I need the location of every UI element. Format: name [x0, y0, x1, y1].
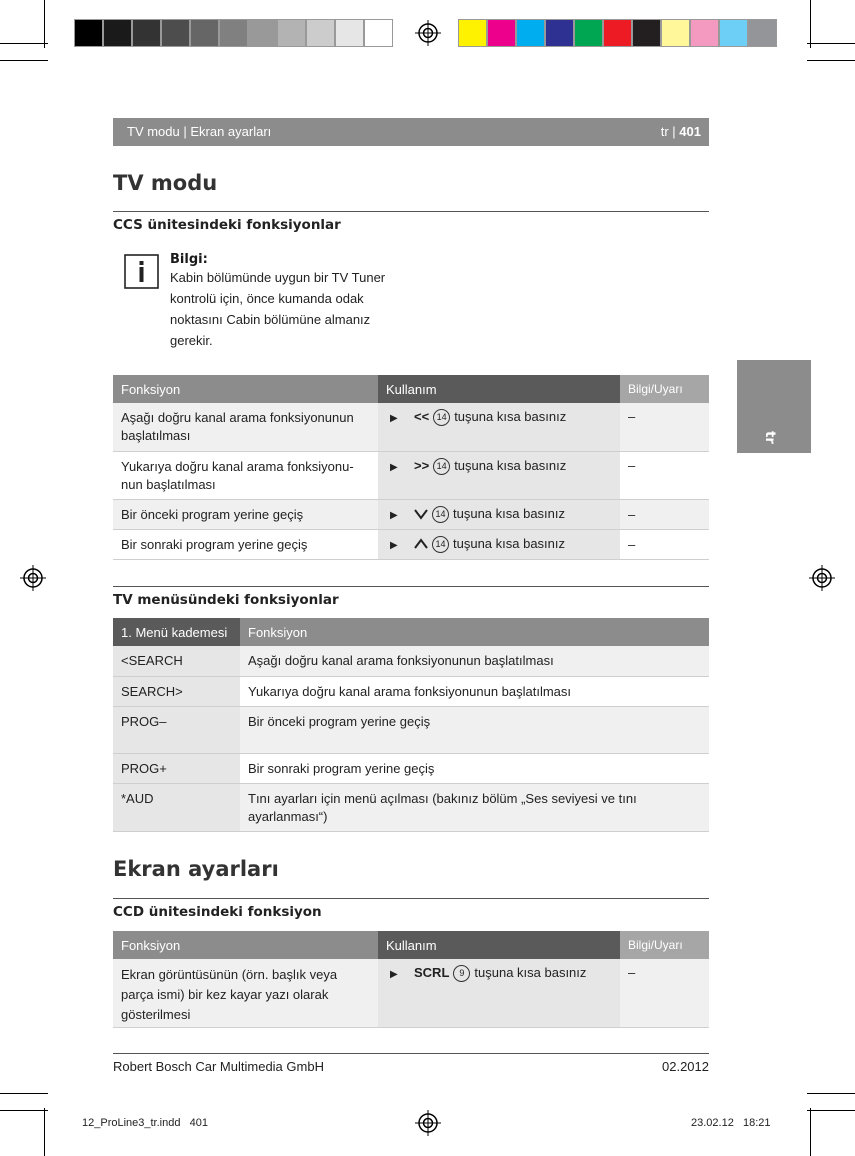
info-value: –: [620, 499, 709, 529]
divider: [113, 586, 709, 587]
key-number: 14: [433, 409, 450, 426]
chevron-up-icon: [414, 538, 428, 550]
color-swatch: [190, 19, 219, 47]
key-label: >>: [414, 457, 430, 473]
color-swatch: [574, 19, 603, 47]
menu-function: Tını ayarları için menü açılması (bakınız bölüm „Ses seviyesi ve tını: [248, 790, 637, 806]
info-note: [170, 252, 410, 351]
menu-function: Bir sonraki program yerine geçiş: [240, 753, 709, 783]
slug-file: 12_ProLine3_tr.indd 401: [82, 1117, 208, 1129]
ccd-heading: CCD ünitesindeki fonksiyon: [113, 904, 322, 920]
divider: [113, 898, 709, 899]
function-text: parça ismi) bir kez kayar yazı olarak: [121, 987, 329, 1002]
menu-function: Aşağı doğru kanal arama fonksiyonunun başlatılması: [240, 646, 709, 676]
registration-mark-icon: [809, 565, 835, 591]
key-number: 14: [432, 506, 449, 523]
action-text: tuşuna kısa basınız: [454, 457, 567, 473]
info-value: –: [620, 451, 709, 499]
action-text: tuşuna kısa basınız: [453, 505, 566, 521]
color-swatch: [748, 19, 777, 47]
action-text: tuşuna kısa basınız: [474, 965, 587, 980]
function-text: Ekran görüntüsünün (örn. başlık veya: [121, 967, 338, 982]
info-value: –: [620, 529, 709, 559]
ccs-functions-table: [113, 375, 709, 560]
note-line: Kabin bölümünde uygun bir TV Tuner: [170, 270, 386, 285]
section-title-screen: Ekran ayarları: [113, 857, 279, 881]
column-header: 1. Menü kademesi: [113, 618, 240, 646]
color-swatch: [719, 19, 748, 47]
column-header: Kullanım: [378, 931, 620, 959]
crop-mark: [810, 0, 811, 48]
crop-mark: [0, 43, 48, 44]
key-number: 14: [432, 536, 449, 553]
note-line: gerekir.: [170, 333, 213, 348]
function-text: nun başlatılması: [121, 476, 216, 492]
info-value: –: [620, 959, 709, 1027]
step-arrow-icon: ▶: [390, 509, 398, 521]
menu-item: *AUD: [113, 783, 240, 831]
table-row: [113, 753, 709, 783]
note-line: noktasını Cabin bölümüne almanız: [170, 312, 371, 327]
menu-function: Bir önceki program yerine geçiş: [240, 706, 709, 753]
menu-function: Yukarıya doğru kanal arama fonksiyonunun başlatılması: [240, 676, 709, 706]
divider: [113, 211, 709, 212]
page-number: 401: [679, 124, 701, 139]
key-label: <<: [414, 409, 430, 424]
section-title-tv: TV modu: [113, 171, 218, 195]
footer-company: Robert Bosch Car Multimedia GmbH: [113, 1059, 324, 1074]
color-swatch: [690, 19, 719, 47]
color-swatch: [161, 19, 190, 47]
step-arrow-icon: ▶: [390, 969, 398, 980]
color-swatch: [74, 19, 103, 47]
menu-item: PROG+: [113, 753, 240, 783]
note-title: Bilgi:: [170, 252, 208, 267]
color-swatch: [335, 19, 364, 47]
color-swatch: [458, 19, 487, 47]
color-swatch: [219, 19, 248, 47]
info-value: –: [620, 403, 709, 451]
table-row: [113, 499, 709, 529]
menu-function: ayarlanması“): [248, 808, 328, 824]
table-row: [113, 706, 709, 753]
step-arrow-icon: ▶: [390, 461, 398, 473]
color-swatch: [277, 19, 306, 47]
registration-mark-icon: [20, 565, 46, 591]
footer-divider: [113, 1053, 709, 1054]
crop-mark: [807, 43, 855, 44]
side-tab-label: tr: [761, 431, 777, 444]
action-text: tuşuna kısa basınız: [453, 535, 566, 551]
key-label: SCRL: [414, 965, 450, 980]
column-header: Bilgi/Uyarı: [620, 931, 709, 959]
info-icon: [124, 254, 159, 289]
running-header: [113, 118, 709, 146]
header-section: TV modu | Ekran ayarları: [127, 124, 272, 139]
table-row: [113, 959, 709, 1027]
color-swatch: [516, 19, 545, 47]
crop-mark: [0, 60, 48, 61]
crop-mark: [807, 1093, 855, 1094]
menu-heading: TV menüsündeki fonksiyonlar: [113, 592, 339, 608]
color-swatch: [661, 19, 690, 47]
header-page-prefix: tr |: [660, 124, 680, 139]
step-arrow-icon: ▶: [390, 413, 398, 424]
table-row: [113, 783, 709, 831]
function-text: Bir sonraki program yerine geçiş: [113, 529, 378, 559]
crop-mark: [807, 60, 855, 61]
color-swatch: [632, 19, 661, 47]
crop-mark: [44, 1108, 45, 1156]
color-swatch: [103, 19, 132, 47]
color-swatch: [364, 19, 393, 47]
menu-item: <SEARCH: [113, 646, 240, 676]
key-number: 14: [433, 458, 450, 475]
column-header: Fonksiyon: [113, 931, 378, 959]
table-row: [113, 676, 709, 706]
crop-mark: [810, 1108, 811, 1156]
menu-item: PROG–: [113, 706, 240, 753]
crop-mark: [44, 0, 45, 48]
ccd-function-table: [113, 931, 709, 1028]
color-swatch: [487, 19, 516, 47]
registration-mark-icon: [415, 20, 441, 46]
menu-item: SEARCH>: [113, 676, 240, 706]
key-number: 9: [453, 965, 470, 982]
note-line: kontrolü için, önce kumanda odak: [170, 291, 364, 306]
registration-mark-icon: [415, 1110, 441, 1136]
language-side-tab: [737, 360, 811, 453]
color-swatch: [132, 19, 161, 47]
color-swatch: [603, 19, 632, 47]
tv-menu-table: [113, 618, 709, 832]
function-text: gösterilmesi: [121, 1007, 191, 1022]
table-row: [113, 646, 709, 676]
footer-date: 02.2012: [662, 1059, 709, 1074]
table-row: [113, 451, 709, 499]
header-page: [661, 124, 701, 139]
column-header: Fonksiyon: [113, 375, 378, 403]
function-text: başlatılması: [121, 428, 191, 443]
column-header: Bilgi/Uyarı: [620, 375, 709, 403]
crop-mark: [807, 1110, 855, 1111]
chevron-down-icon: [414, 508, 428, 520]
color-swatch: [248, 19, 277, 47]
action-text: tuşuna kısa basınız: [454, 409, 567, 424]
crop-mark: [0, 1110, 48, 1111]
column-header: Kullanım: [378, 375, 620, 403]
ccs-heading: CCS ünitesindeki fonksiyonlar: [113, 217, 341, 233]
color-swatch: [545, 19, 574, 47]
function-text: Bir önceki program yerine geçiş: [113, 499, 378, 529]
step-arrow-icon: ▶: [390, 539, 398, 551]
color-swatch: [306, 19, 335, 47]
table-row: [113, 529, 709, 559]
function-text: Aşağı doğru kanal arama fonksiyonunun: [121, 410, 354, 425]
function-text: Yukarıya doğru kanal arama fonksiyonu-: [121, 458, 354, 474]
column-header: Fonksiyon: [240, 618, 709, 646]
slug-timestamp: 23.02.12 18:21: [691, 1117, 771, 1129]
crop-mark: [0, 1093, 48, 1094]
table-row: [113, 403, 709, 451]
